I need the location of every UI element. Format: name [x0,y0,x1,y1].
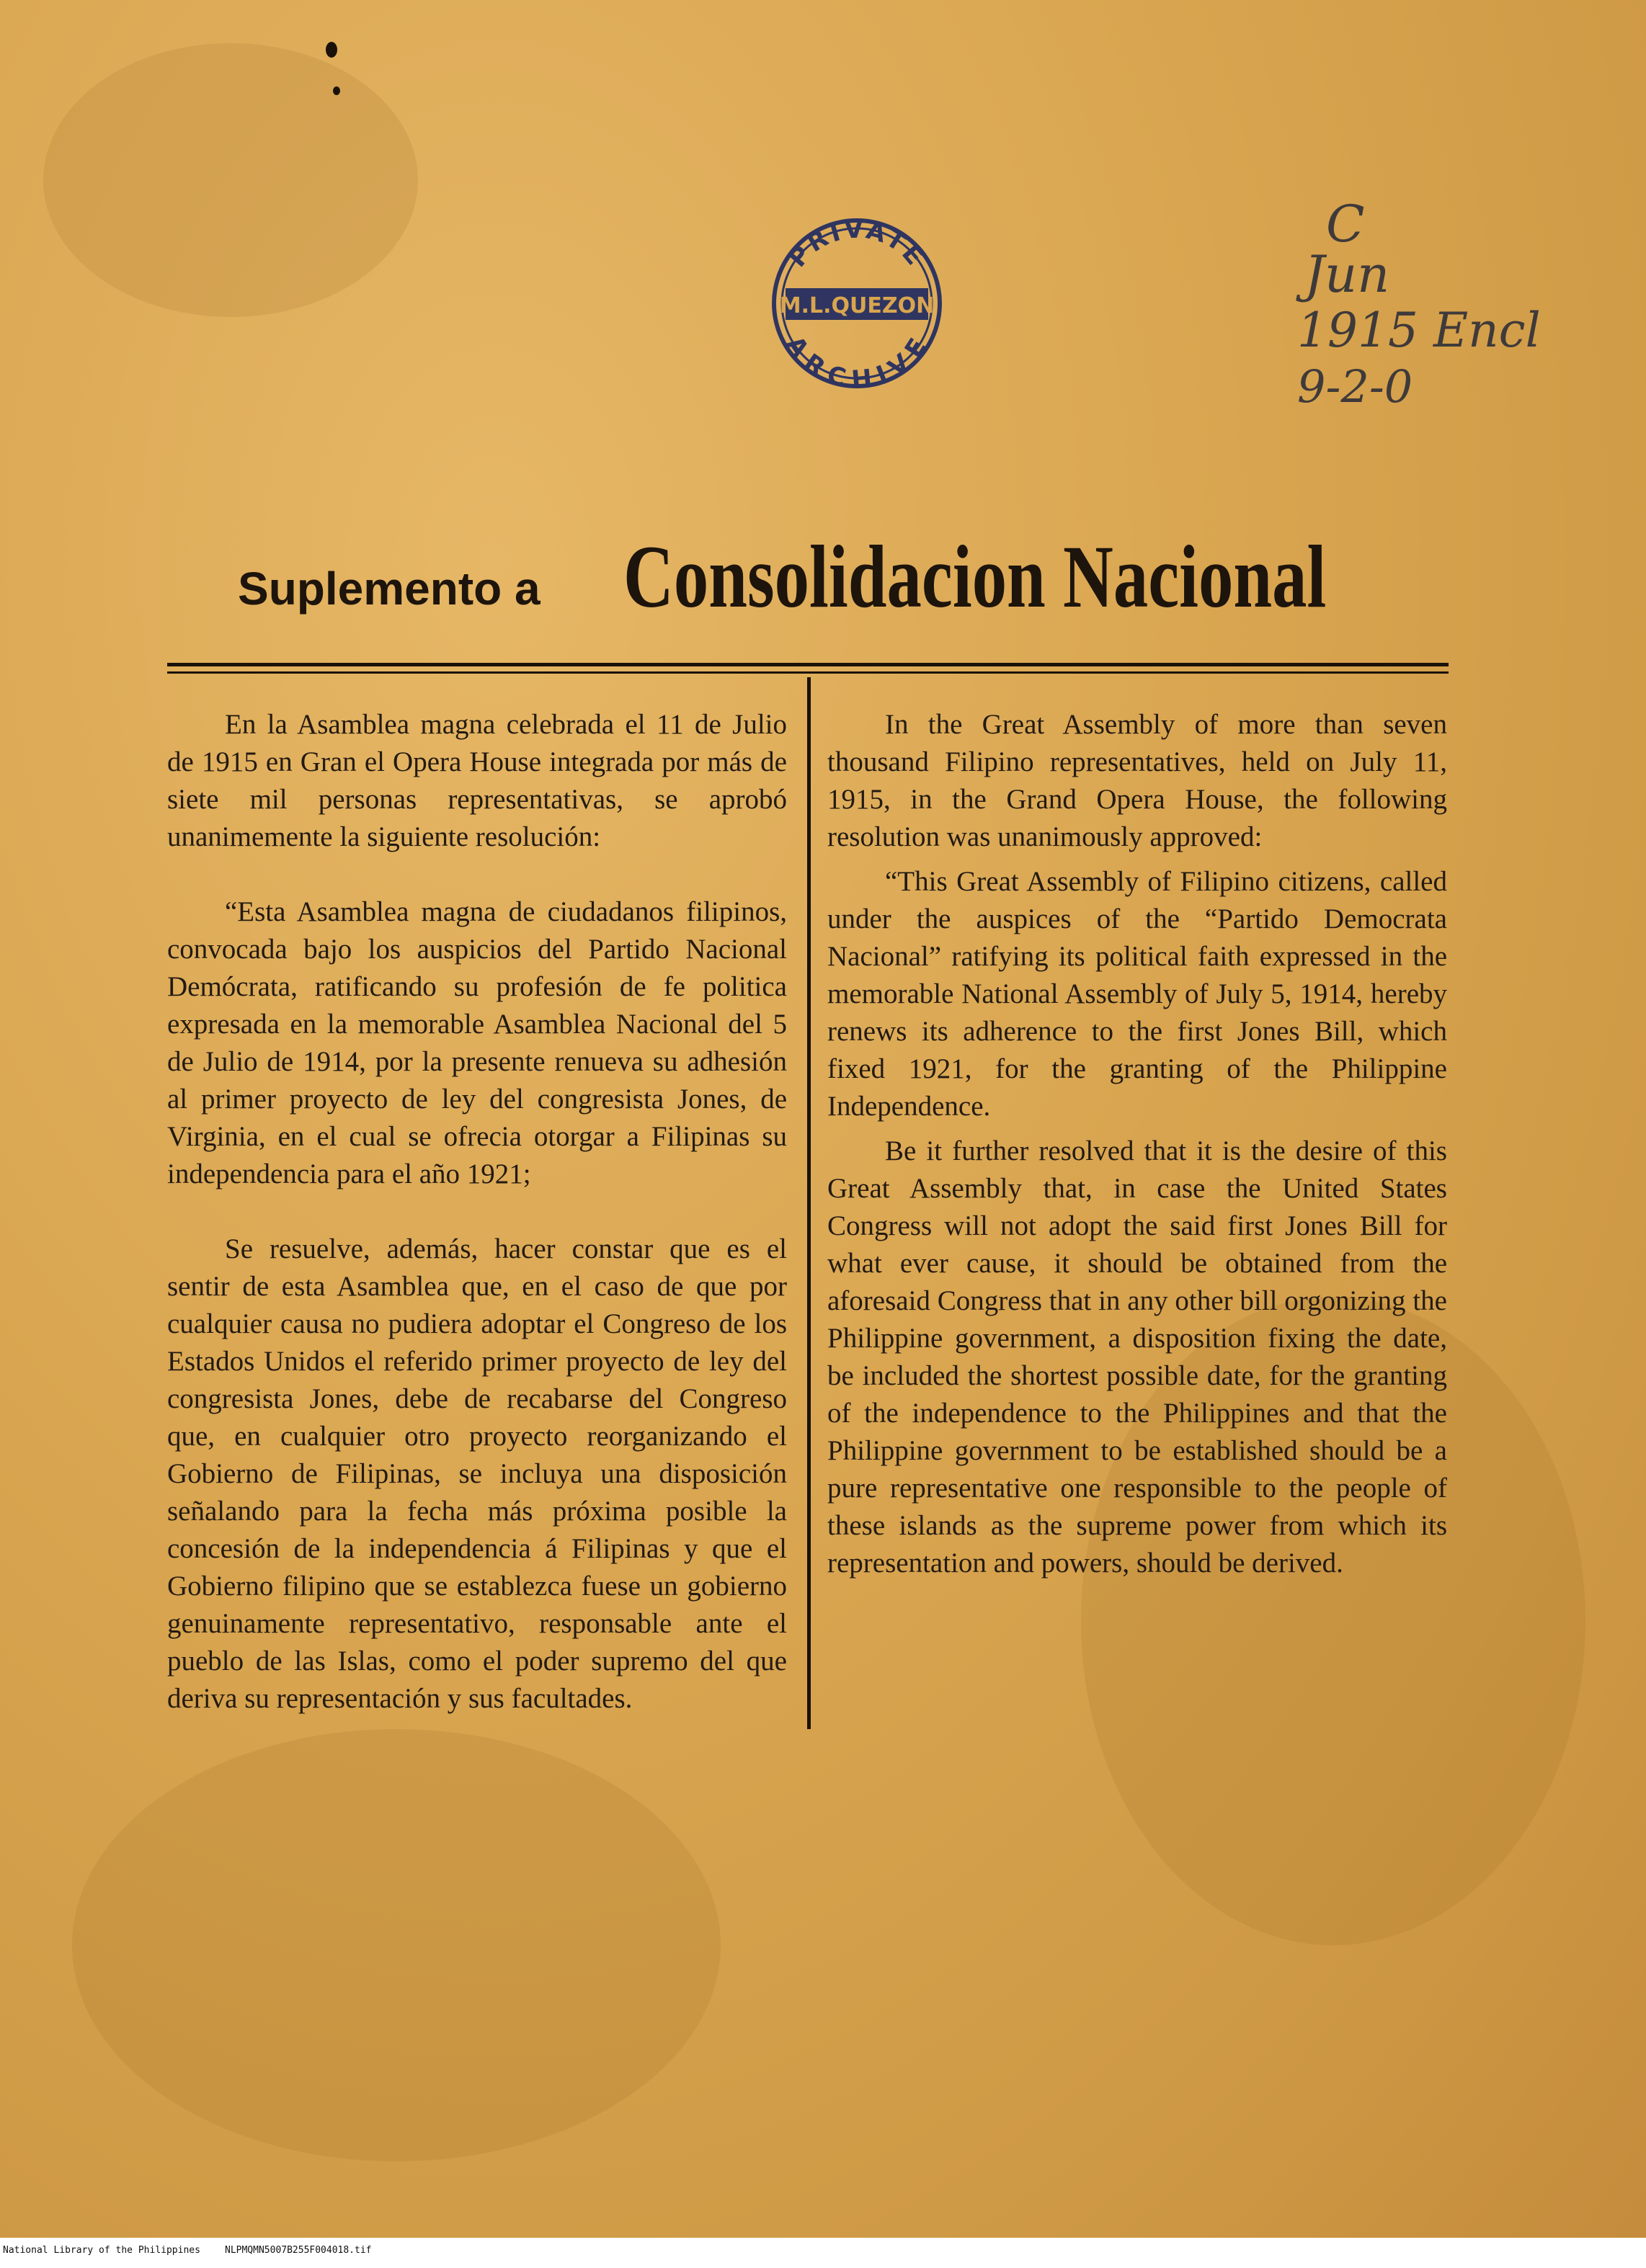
spanish-paragraph: Se resuelve, además, hacer constar que es el sentir de esta Asamblea que, en el caso de que por cualquier causa no pudiera adoptar el Congreso de los Estados Unidos el referido primer proyecto de ley del congresista Jones, debe de recabarse del Congreso que, en cualquier otro proyecto reorganizando el Gobierno de Filipinas, se incluya una disposición señalando para la fecha más próxima posible la concesión de la independencia á Filipinas y que el Gobierno filipino que se establezca fuese un gobierno genuinamente representativo, responsable ante el pueblo de las Islas, como el poder supremo del que deriva su representación y sus facultades. [167,1233,787,1714]
svg-text:ARCHIVE [780,331,934,390]
title-prefix: Suplemento a [238,563,540,615]
column-divider [807,677,811,1729]
english-paragraph: Be it further resolved that it is the desire of this Great Assembly that, in case the United States Congress will not adopt the said first Jones Bill for what ever cause, it should be obtained from the aforesaid Congress that in any other bill orgonizing the Philippine government, a disposition fixing the date, be included the shortest possible date, for the granting of the independence to the Philippines and that the Philippine government to be established should be a pure representative one responsible to the people of these islands as the supreme power from which its representation and powers, should be derived. [827,1135,1447,1579]
stamp-seal-icon [770,216,944,390]
title-main: Consolidacion Nacional [623,527,1327,626]
spanish-column [167,706,787,1718]
handwritten-line: 9-2-0 [1297,360,1413,413]
footer-filename: NLPMQMN5007B255F004018.tif [225,2245,372,2256]
english-column [827,706,1447,1582]
stamp-bottom-text: ARCHIVE [780,331,935,390]
english-paragraph: In the Great Assembly of more than seven thousand Filipino representatives, held on July 11, 1915, in the Grand Opera House, the following resolution was unanimously approved: [827,709,1447,852]
header-rule [167,663,1449,666]
handwritten-note [1283,195,1614,425]
ink-speck [333,86,340,95]
scan-footer [0,2238,1646,2268]
footer-library: National Library of the Philippines [3,2245,200,2256]
stamp-top-text: PRIVATE [783,216,931,273]
handwritten-line: C [1326,195,1365,254]
paper-stain [43,43,418,317]
svg-text:PRIVATE [783,216,930,273]
page-title [238,519,1463,627]
handwritten-line: Jun [1304,245,1390,304]
archive-stamp [770,216,944,390]
spanish-paragraph: En la Asamblea magna celebrada el 11 de Julio de 1915 en Gran el Opera House integrada por más de siete mil personas representativas, se aprobó unanimemente la siguiente resolución: [167,709,787,852]
ink-speck [326,42,337,58]
handwritten-line: 1915 Encl [1297,303,1541,358]
english-paragraph: “This Great Assembly of Filipino citizens, called under the auspices of the “Partido Democrata Nacional” ratifying its political faith expressed in the memorable National Assembly of July 5, 1914, hereby renews its adherence to the first Jones Bill, which fixed 1921, for the granting of the Philippine Independence. [827,866,1447,1122]
stamp-middle-text: M.L.QUEZON [779,293,935,318]
paper-stain [72,1729,721,2161]
header-rule [167,671,1449,674]
spanish-paragraph: “Esta Asamblea magna de ciudadanos filipinos, convocada bajo los auspicios del Partido Nacional Demócrata, ratificando su profesión de fe politica expresada en la memorable Asamblea Nacional del 5 de Julio de 1914, por la presente renueva su adhesión al primer proyecto de ley del congresista Jones, de Virginia, en el cual se ofrecia otorgar a Filipinas su independencia para el año 1921; [167,896,787,1189]
